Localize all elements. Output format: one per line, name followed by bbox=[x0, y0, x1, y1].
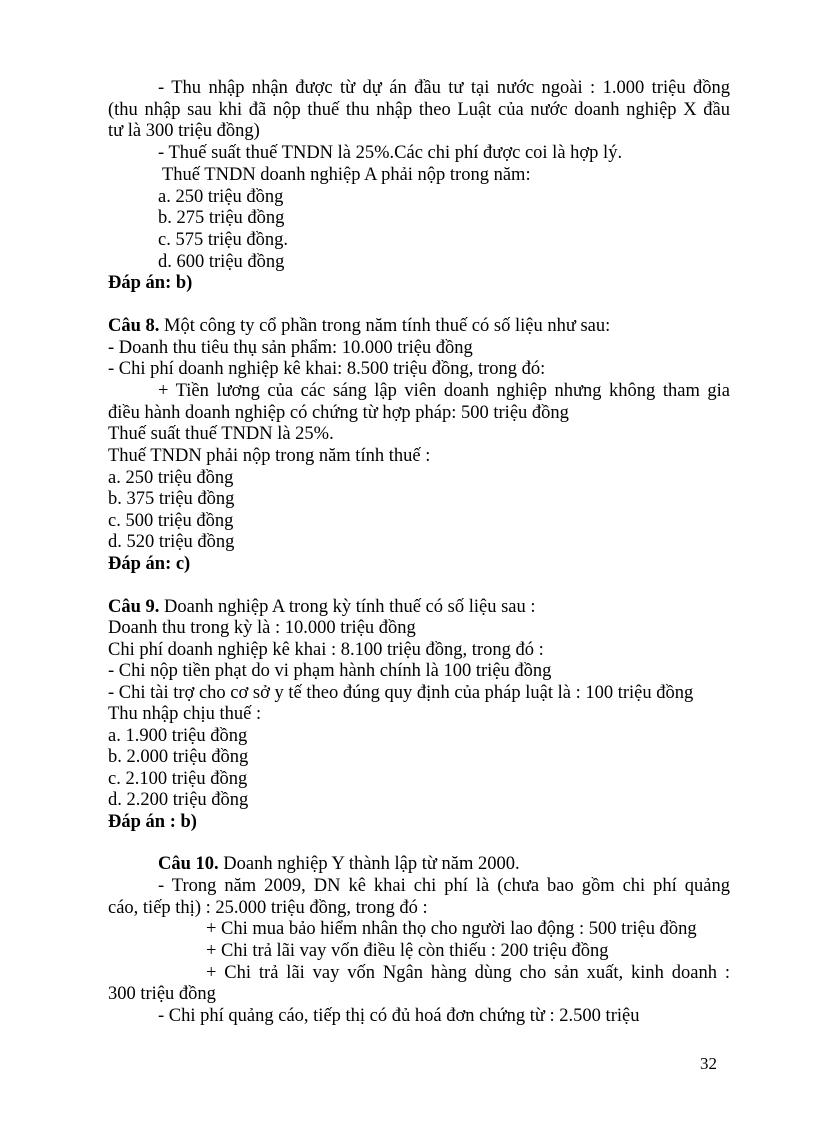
question-heading bbox=[158, 853, 730, 875]
text-line: cáo, tiếp thị) : 25.000 triệu đồng, trong đó : bbox=[108, 898, 428, 918]
answer-key: Đáp án : b) bbox=[108, 812, 197, 832]
text-line: + Tiền lương của các sáng lập viên doanh nghiệp nhưng không tham gia bbox=[158, 381, 730, 401]
answer-option: a. 1.900 triệu đồng bbox=[108, 726, 248, 746]
answer-key: Đáp án: c) bbox=[108, 554, 191, 574]
answer-option: d. 2.200 triệu đồng bbox=[108, 790, 249, 810]
answer-option: d. 600 triệu đồng bbox=[158, 252, 285, 272]
answer-option: a. 250 triệu đồng bbox=[158, 187, 284, 207]
question-heading bbox=[108, 596, 730, 618]
answer-option: c. 575 triệu đồng. bbox=[158, 230, 288, 250]
question-label: Câu 9. bbox=[108, 597, 160, 617]
text-line: Thuế suất thuế TNDN là 25%. bbox=[108, 424, 334, 444]
text-line: tư là 300 triệu đồng) bbox=[108, 121, 260, 141]
text-line: - Chi phí doanh nghiệp kê khai: 8.500 triệu đồng, trong đó: bbox=[108, 359, 546, 379]
answer-option: c. 500 triệu đồng bbox=[108, 511, 234, 531]
text-line: + Chi mua bảo hiểm nhân thọ cho người lao động : 500 triệu đồng bbox=[206, 919, 697, 939]
question-heading bbox=[108, 315, 730, 337]
text-line: - Thuế suất thuế TNDN là 25%.Các chi phí được coi là hợp lý. bbox=[158, 143, 623, 163]
text-line: Doanh thu trong kỳ là : 10.000 triệu đồng bbox=[108, 618, 416, 638]
answer-key: Đáp án: b) bbox=[108, 273, 193, 293]
text-line: - Chi nộp tiền phạt do vi phạm hành chính là 100 triệu đồng bbox=[108, 661, 552, 681]
question-prompt: Thuế TNDN phải nộp trong năm tính thuế : bbox=[108, 446, 431, 466]
text-line: - Chi phí quảng cáo, tiếp thị có đủ hoá đơn chứng từ : 2.500 triệu bbox=[158, 1006, 640, 1026]
answer-option: b. 375 triệu đồng bbox=[108, 489, 235, 509]
text-line: điều hành doanh nghiệp có chứng từ hợp pháp: 500 triệu đồng bbox=[108, 403, 569, 423]
text-line: - Chi tài trợ cho cơ sở y tế theo đúng quy định của pháp luật là : 100 triệu đồng bbox=[108, 683, 694, 703]
text-line: + Chi trả lãi vay vốn Ngân hàng dùng cho sản xuất, kinh doanh : bbox=[206, 963, 730, 983]
text-line: - Doanh thu tiêu thụ sản phẩm: 10.000 triệu đồng bbox=[108, 338, 473, 358]
text-line: 300 triệu đồng bbox=[108, 984, 216, 1004]
text-line: + Chi trả lãi vay vốn điều lệ còn thiếu : 200 triệu đồng bbox=[206, 941, 609, 961]
text-line: Chi phí doanh nghiệp kê khai : 8.100 triệu đồng, trong đó : bbox=[108, 640, 544, 660]
answer-option: a. 250 triệu đồng bbox=[108, 468, 234, 488]
question-text: Một công ty cổ phần trong năm tính thuế có số liệu như sau: bbox=[159, 316, 611, 336]
question-prompt: Thuế TNDN doanh nghiệp A phải nộp trong năm: bbox=[162, 165, 531, 185]
question-prompt: Thu nhập chịu thuế : bbox=[108, 704, 262, 724]
page-number: 32 bbox=[700, 1054, 717, 1073]
question-label: Câu 8. bbox=[108, 316, 160, 336]
answer-option: b. 2.000 triệu đồng bbox=[108, 747, 249, 767]
question-text: Doanh nghiệp A trong kỳ tính thuế có số liệu sau : bbox=[159, 597, 536, 617]
answer-option: d. 520 triệu đồng bbox=[108, 532, 235, 552]
question-text: Doanh nghiệp Y thành lập từ năm 2000. bbox=[218, 854, 520, 874]
answer-option: b. 275 triệu đồng bbox=[158, 208, 285, 228]
answer-option: c. 2.100 triệu đồng bbox=[108, 769, 248, 789]
question-label: Câu 10. bbox=[158, 854, 219, 874]
text-line: - Trong năm 2009, DN kê khai chi phí là (chưa bao gồm chi phí quảng bbox=[158, 876, 730, 896]
text-line: - Thu nhập nhận được từ dự án đầu tư tại nước ngoài : 1.000 triệu đồng bbox=[158, 78, 730, 98]
text-line: (thu nhập sau khi đã nộp thuế thu nhập theo Luật của nước doanh nghiệp X đầu bbox=[108, 100, 730, 120]
